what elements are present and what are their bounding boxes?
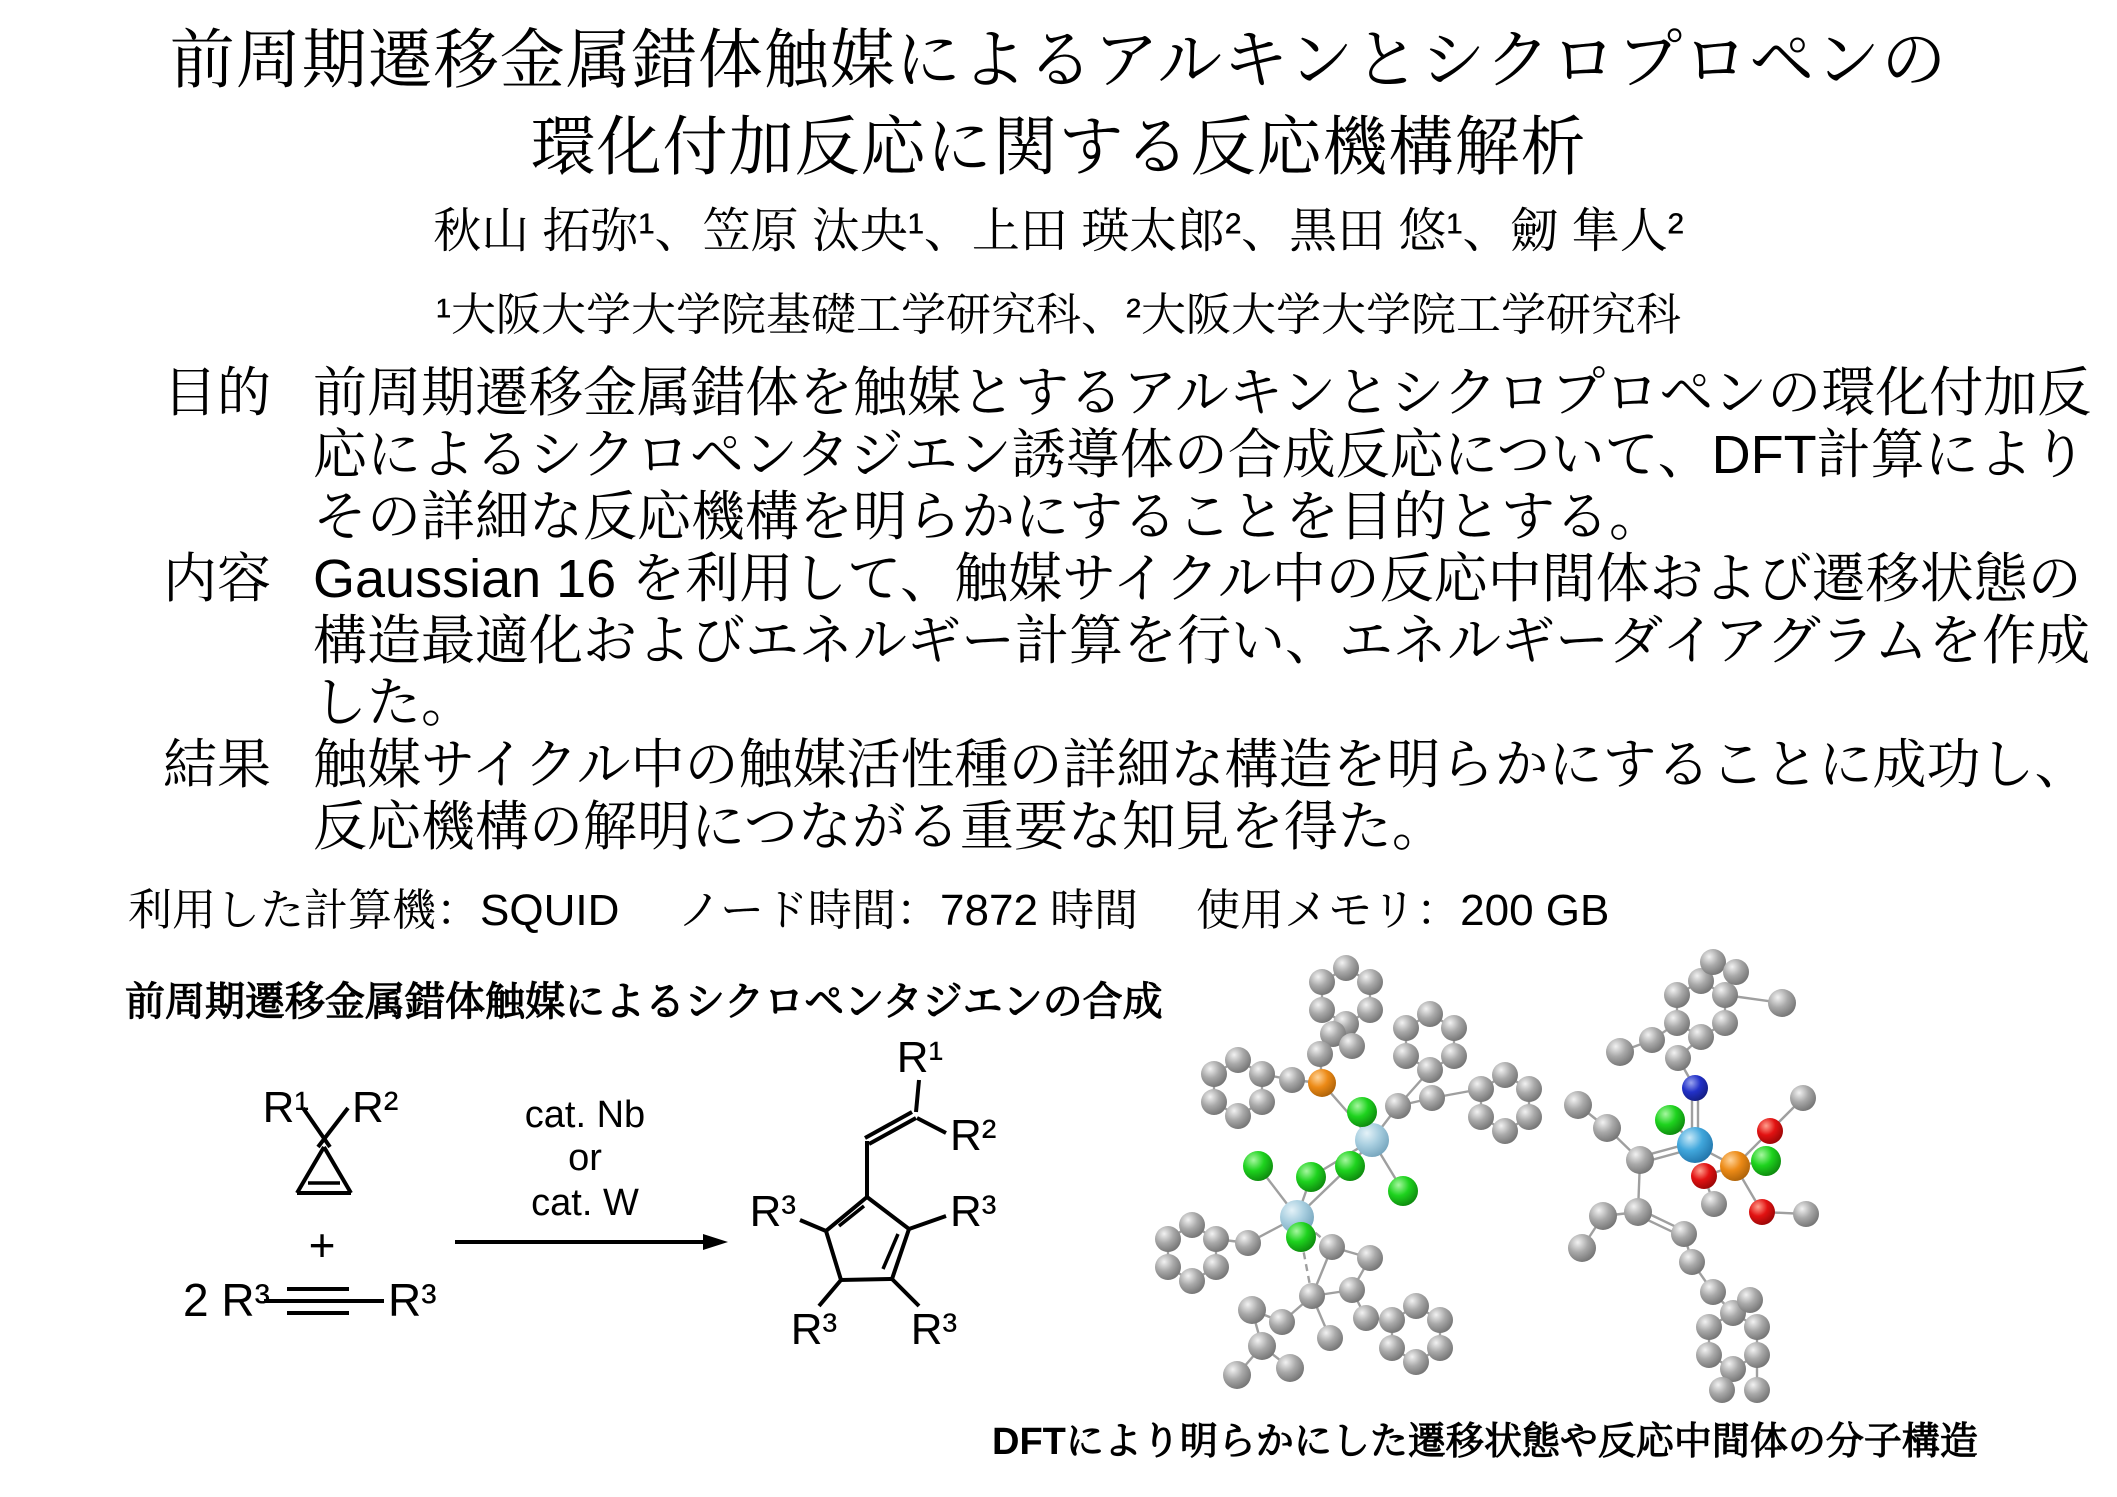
C-atom [1379,1307,1405,1333]
section-purpose-label: 目的 [163,363,271,423]
section-content-line2: 構造最適化およびエネルギー計算を行い、エネルギーダイアグラムを作成 [313,611,2091,671]
arrowhead [703,1234,728,1250]
C-atom [1441,1043,1467,1069]
C-atom [1723,959,1749,985]
C-atom [1357,997,1383,1023]
C-atom [1744,1314,1770,1340]
product-r3-left-label: R³ [749,1187,796,1236]
C-atom [1319,1234,1345,1260]
summary-sections [0,362,2117,858]
C-atom [1468,1076,1494,1102]
C-atom [1235,1230,1261,1256]
C-atom [1700,1279,1726,1305]
C-atom [1626,1146,1654,1174]
C-atom [1309,997,1335,1023]
section-purpose-text [313,362,2117,548]
C-atom [1492,1062,1518,1088]
section-results-text [313,734,2117,858]
compute-memory: 使用メモリ：200 GB [1196,886,1610,935]
section-results-label: 結果 [163,735,271,795]
C-atom [1593,1114,1621,1142]
C-atom [1793,1201,1819,1227]
C-atom [1589,1202,1617,1230]
C-atom [1403,1293,1429,1319]
C-atom [1665,1045,1691,1071]
section-content [0,548,2117,734]
C-atom [1696,1342,1722,1368]
poster-title-line1: 前周期遷移金属錯体触媒によるアルキンとシクロプロペンの [169,23,1948,96]
C-atom [1201,1089,1227,1115]
C-atom [1179,1268,1205,1294]
catalyst-line1: cat. Nb [524,1094,646,1136]
C-atom [1671,1221,1697,1247]
catalyst-line3: cat. W [531,1182,639,1224]
C-atom [1339,1033,1365,1059]
C-atom [1225,1047,1251,1073]
C-atom [1248,1332,1276,1360]
Cl-atom [1296,1162,1326,1192]
C-atom [1317,1325,1343,1351]
C-atom [1379,1335,1405,1361]
C-atom [1417,1057,1443,1083]
Cl-atom [1335,1151,1365,1181]
alkyne-structure [183,1274,437,1326]
C-atom [1790,1085,1816,1111]
C-atom [1393,1043,1419,1069]
C-atom [1238,1296,1266,1324]
plus-sign: + [308,1219,336,1271]
product-r3-bottomright-label: R³ [910,1305,958,1354]
Cl-atom [1655,1105,1685,1135]
C-atom [1606,1038,1634,1066]
C-atom [1223,1361,1251,1389]
C-atom [1309,969,1335,995]
section-content-line3: した。 [313,673,475,733]
C-atom [1701,1191,1727,1217]
molecule-structure-right-image [1565,935,2115,1417]
section-purpose-line3: その詳細な反応機構を明らかにすることを目的とする。 [313,487,1663,547]
reaction-scheme [150,1030,1070,1420]
compute-node-hours: ノード時間：7872 時間 [677,886,1139,935]
C-atom [1700,949,1726,975]
C-atom [1564,1091,1592,1119]
compute-machine: 利用した計算機：SQUID [128,886,620,935]
C-atom [1155,1254,1181,1280]
C-atom [1737,1287,1763,1313]
C-atom [1279,1067,1305,1093]
C-atom [1419,1085,1445,1111]
C-atom [1427,1335,1453,1361]
product-r3-right-label: R³ [950,1187,997,1236]
section-purpose-line1: 前周期遷移金属錯体を触媒とするアルキンとシクロプロペンの環化付加反 [313,363,2092,423]
C-atom [1276,1354,1304,1382]
section-content-text [313,548,2117,734]
C-atom [1516,1076,1542,1102]
C-atom [1203,1254,1229,1280]
C-atom [1353,1305,1379,1331]
C-atom [1203,1226,1229,1252]
C-atom [1639,1027,1665,1053]
P-atom [1308,1069,1336,1097]
C-atom [1664,982,1690,1008]
C-atom [1568,1234,1596,1262]
C-atom [1744,1377,1770,1403]
poster-title-line2: 環化付加反応に関する反応機構解析 [530,110,1587,183]
C-atom [1624,1198,1652,1226]
C-atom [1516,1104,1542,1130]
section-results-line2: 反応機構の解明につながる重要な知見を得た。 [313,797,1446,857]
C-atom [1249,1061,1275,1087]
scheme-heading: 前周期遷移金属錯体触媒によるシクロペンタジエンの合成 [125,980,1163,1024]
C-atom [1357,969,1383,995]
authors: 秋山 拓弥¹、笠原 汰央¹、上田 瑛太郎²、黒田 悠¹、劒 隼人² [433,205,1684,258]
poster-title [0,16,2117,190]
C-atom [1712,982,1738,1008]
O-atom [1691,1163,1717,1189]
product-r1-label: R¹ [896,1033,944,1082]
C-atom [1709,1377,1735,1403]
C-atom [1417,1001,1443,1027]
cyclopentadiene-product-structure [750,1033,997,1354]
C-atom [1357,1245,1383,1271]
C-atom [1468,1104,1494,1130]
section-results [0,734,2117,858]
C-atom [1201,1061,1227,1087]
alkyne-r3-label: R³ [388,1274,437,1326]
C-atom [1696,1314,1722,1340]
C-atom [1179,1212,1205,1238]
cyclopropene-r1-label: R¹ [262,1083,309,1132]
section-results-line1: 触媒サイクル中の触媒活性種の詳細な構造を明らかにすることに成功し、 [313,735,2089,795]
Cl-atom [1388,1176,1418,1206]
Cl-atom [1243,1151,1273,1181]
C-atom [1393,1015,1419,1041]
C-atom [1712,1010,1738,1036]
N-atom [1682,1075,1708,1101]
affiliations: ¹大阪大学大学院基礎工学研究科、²大阪大学大学院工学研究科 [436,289,1681,340]
C-atom [1679,1249,1705,1275]
section-content-line1: Gaussian 16 を利用して、触媒サイクル中の反応中間体および遷移状態の [313,549,2082,609]
C-atom [1744,1342,1770,1368]
section-purpose [0,362,2117,548]
C-atom [1492,1118,1518,1144]
Cl-atom [1347,1097,1377,1127]
C-atom [1403,1349,1429,1375]
figure-caption: DFTにより明らかにした遷移状態や反応中間体の分子構造 [992,1421,1978,1463]
cyclopropene-structure [263,1083,399,1193]
O-atom [1749,1199,1775,1225]
C-atom [1333,955,1359,981]
section-purpose-line2: 応によるシクロペンタジエン誘導体の合成反応について、DFT計算により [313,425,2087,485]
catalyst-line2: or [568,1137,602,1179]
P-atom [1720,1151,1750,1181]
product-r3-bottomleft-label: R³ [790,1305,838,1354]
C-atom [1441,1015,1467,1041]
C-atom [1249,1089,1275,1115]
C-atom [1385,1093,1411,1119]
C-atom [1225,1103,1251,1129]
C-atom [1339,1277,1365,1303]
Nb-atom [1355,1123,1389,1157]
C-atom [1688,1024,1714,1050]
alkyne-coefficient-label: 2 R³ [183,1274,270,1326]
C-atom [1768,989,1796,1017]
reaction-arrow [455,1094,728,1250]
O-atom [1757,1118,1783,1144]
product-r2-label: R² [950,1111,997,1160]
C-atom [1155,1226,1181,1252]
C-atom [1269,1309,1295,1335]
C-atom [1664,1010,1690,1036]
section-content-label: 内容 [163,549,271,609]
Cl-atom [1751,1146,1781,1176]
compute-resources [128,874,1609,938]
C-atom [1307,1041,1333,1067]
W-atom [1677,1127,1713,1163]
C-atom [1427,1307,1453,1333]
cyclopropene-r2-label: R² [352,1083,399,1132]
Cl-atom [1286,1222,1316,1252]
C-atom [1299,1283,1325,1309]
